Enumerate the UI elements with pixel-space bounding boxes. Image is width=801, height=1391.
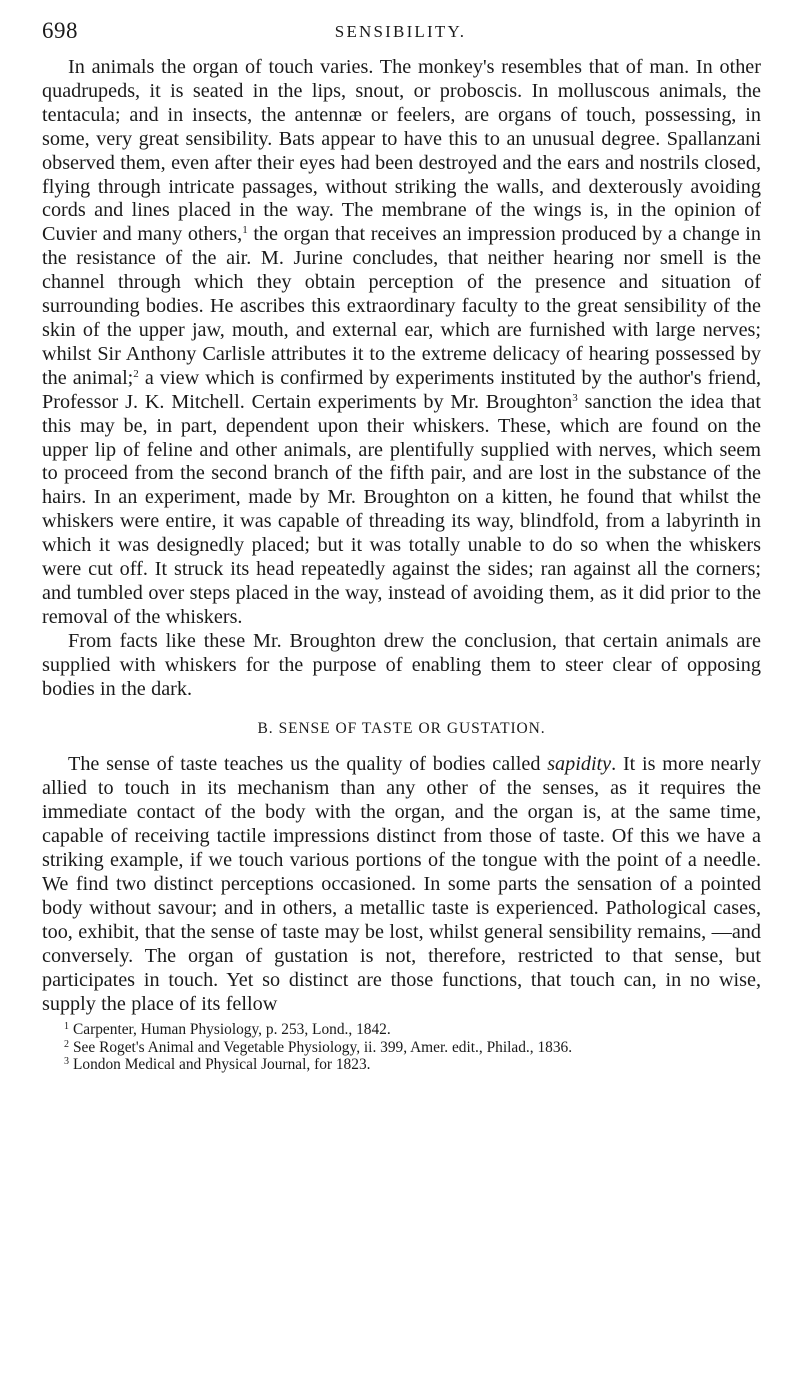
text-segment: . It is more nearly allied to touch in its mechanism than any other of the senses, as it requires the immediate contact of the body with the organ, and the organ is, at the same time, capable of receiving tactile impressions distinct from those of taste. Of this we have a striking example, if we touch various portions of the tongue with the point of a needle. We find two distinct perceptions occasioned. In some parts the sensation of a pointed body without savour; and in others, a metallic taste is experienced. Pathological cases, too, exhibit, that the sense of taste may be lost, whilst general sensibility remains, —and conversely. The organ of gustation is not, therefore, restricted to that sense, but participates in touch. Yet so distinct are those functions, that touch can, in no wise, supply the place of its fellow xyxy=(42,753,761,1015)
footnote-marker: 2 xyxy=(64,1038,69,1050)
text-segment: In animals the organ of touch varies. The monkey's resembles that of man. In other quadrupeds, it is seated in the lips, snout, or proboscis. In molluscous animals, the tentacula; and in insects, the antennæ or feelers, are organs of touch, possessing, in some, very great sensibility. Bats appear to have this to an unusual degree. Spallanzani observed them, even after their eyes had been destroyed and the ears and nostrils closed, flying through intricate passages, without striking the walls, and dexterously avoiding cords and lines placed in the way. The membrane of the wings is, in the opinion of Cuvier and many others, xyxy=(42,56,761,246)
footnote-2 xyxy=(42,1039,761,1057)
page-number: 698 xyxy=(42,18,78,43)
footnote-ref-2: 2 xyxy=(133,367,139,380)
footnote-text: Carpenter, Human Physiology, p. 253, Lond., 1842. xyxy=(73,1021,391,1039)
footnote-text: See Roget's Animal and Vegetable Physiology, ii. 399, Amer. edit., Philad., 1836. xyxy=(73,1038,573,1056)
text-segment: the organ that receives an impression produced by a change in the resistance of the air. M. Jurine concludes, that neither hearing nor smell is the channel through which they obtain perception of the presence and situation of surrounding bodies. He ascribes this extraordinary faculty to the great sensibility of the skin of the upper jaw, mouth, and external ear, which are furnished with large nerves; whilst Sir Anthony Carlisle attributes it to the extreme delicacy of hearing possessed by the animal; xyxy=(42,223,761,389)
footnote-3 xyxy=(42,1056,761,1074)
running-title: SENSIBILITY. xyxy=(334,22,467,41)
footnote-text: London Medical and Physical Journal, for 1823. xyxy=(73,1056,371,1074)
emphasized-term: sapidity xyxy=(547,753,612,776)
footnote-marker: 3 xyxy=(64,1056,69,1068)
body-text xyxy=(42,56,761,1016)
footnote-marker: 1 xyxy=(64,1021,69,1033)
footnotes xyxy=(42,1021,761,1074)
paragraph-broughton-conclusion: From facts like these Mr. Broughton drew the conclusion, that certain animals are supplied with whiskers for the purpose of enabling them to steer clear of opposing bodies in the dark. xyxy=(42,629,761,700)
paragraph-touch-in-animals xyxy=(42,56,761,630)
paragraph-sense-of-taste xyxy=(42,753,761,1016)
text-segment: sanction the idea that this may be, in part, dependent upon their whiskers. These, which are found on the upper lip of feline and other animals, are plentifully supplied with nerves, which seem to proceed from the second branch of the fifth pair, and are lost in the substance of the hairs. In an experiment, made by Mr. Broughton on a kitten, he found that whilst the whiskers were entire, it was capable of threading its way, blindfold, from a labyrinth in which it was designedly placed; but it was totally unable to do so when the whiskers were cut off. It struck its head repeatedly against the sides; ran against all the corners; and tumbled over steps placed in the way, instead of avoiding them, as it did prior to the removal of the whiskers. xyxy=(42,390,761,628)
footnote-1 xyxy=(42,1021,761,1039)
text-segment: The sense of taste teaches us the quality of bodies called xyxy=(68,753,548,776)
text-segment: a view which is confirmed by experiments instituted by the author's friend, Professor J. K. Mitchell. Certain experiments by Mr. Broughton xyxy=(42,366,761,413)
section-heading: B. SENSE OF TASTE OR GUSTATION. xyxy=(257,720,546,738)
footnote-ref-3: 3 xyxy=(572,391,578,404)
running-header xyxy=(40,0,761,56)
footnote-ref-1: 1 xyxy=(242,224,248,237)
